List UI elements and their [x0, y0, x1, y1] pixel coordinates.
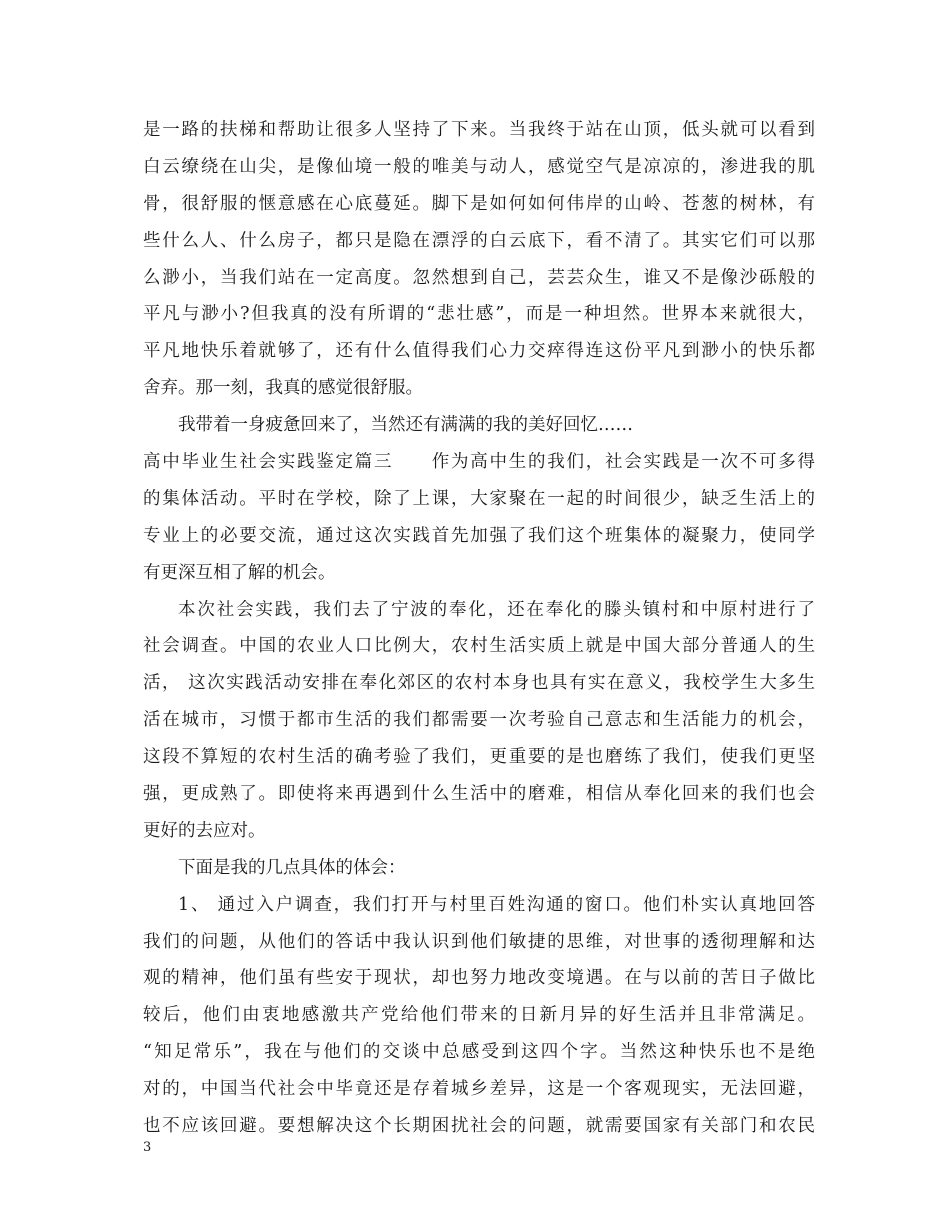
text-line: 平凡地快乐着就够了，还有什么值得我们心力交瘁得连这份平凡到渺小的快乐都: [143, 341, 815, 362]
text-line: 活， 这次实践活动安排在奉化郊区的农村本身也具有实在意义，我校学生大多生: [143, 673, 815, 694]
text-line: 舍弃。那一刻，我真的感觉很舒服。: [143, 378, 423, 399]
text-line: “知足常乐”，我在与他们的交谈中总感受到这四个字。当然这种快乐也不是绝: [143, 1042, 815, 1063]
text-line: 强，更成熟了。即使将来再遇到什么生活中的磨难，相信从奉化回来的我们也会: [143, 784, 815, 805]
text-line: 社会调查。中国的农业人口比例大，农村生活实质上就是中国大部分普通人的生: [143, 636, 815, 657]
text-line: 白云缭绕在山尖，是像仙境一般的唯美与动人，感觉空气是凉凉的，渗进我的肌: [143, 156, 815, 177]
text-line: 骨，很舒服的惬意感在心底蔓延。脚下是如何如何伟岸的山岭、苍葱的树林，有: [143, 193, 815, 214]
text-line: 么渺小，当我们站在一定高度。忽然想到自己，芸芸众生，谁又不是像沙砾般的: [143, 267, 815, 288]
text-line: 1、 通过入户调查，我们打开与村里百姓沟通的窗口。他们朴实认真地回答: [178, 894, 815, 915]
text-line: 这段不算短的农村生活的确考验了我们，更重要的是也磨练了我们，使我们更坚: [143, 747, 815, 768]
text-line: 高中毕业生社会实践鉴定篇三 作为高中生的我们，社会实践是一次不可多得: [143, 452, 815, 473]
text-line: 更好的去应对。: [143, 820, 266, 841]
text-line: 对的，中国当代社会中毕竟还是存着城乡差异，这是一个客观现实，无法回避，: [143, 1079, 815, 1100]
text-line: 活在城市，习惯于都市生活的我们都需要一次考验自己意志和生活能力的机会，: [143, 710, 815, 731]
text-line: 些什么人、什么房子，都只是隐在漂浮的白云底下，看不清了。其实它们可以那: [143, 230, 815, 251]
text-line: 本次社会实践，我们去了宁波的奉化，还在奉化的滕头镇村和中原村进行了: [178, 599, 815, 620]
text-line: 观的精神，他们虽有些安于现状，却也努力地改变境遇。在与以前的苦日子做比: [143, 968, 815, 989]
text-line: 我们的问题，从他们的答话中我认识到他们敏捷的思维，对世事的透彻理解和达: [143, 931, 815, 952]
page-number: 3: [143, 1140, 152, 1155]
body-text: [143, 112, 815, 1145]
text-line: 也不应该回避。要想解决这个长期困扰社会的问题，就需要国家有关部门和农民: [143, 1116, 815, 1137]
text-line: 平凡与渺小?但我真的没有所谓的“悲壮感”，而是一种坦然。世界本来就很大，: [143, 304, 815, 325]
text-line: 是一路的扶梯和帮助让很多人坚持了下来。当我终于站在山顶，低头就可以看到: [143, 120, 815, 140]
text-line: 我带着一身疲惫回来了，当然还有满满的我的美好回忆……: [178, 415, 633, 436]
text-line: 下面是我的几点具体的体会：: [178, 857, 406, 878]
text-line: 的集体活动。平时在学校，除了上课，大家聚在一起的时间很少，缺乏生活上的: [143, 488, 815, 509]
text-line: 有更深互相了解的机会。: [143, 562, 336, 583]
text-line: 较后，他们由衷地感激共产党给他们带来的日新月异的好生活并且非常满足。: [143, 1005, 815, 1026]
text-line: 专业上的必要交流，通过这次实践首先加强了我们这个班集体的凝聚力，使同学: [143, 525, 815, 546]
